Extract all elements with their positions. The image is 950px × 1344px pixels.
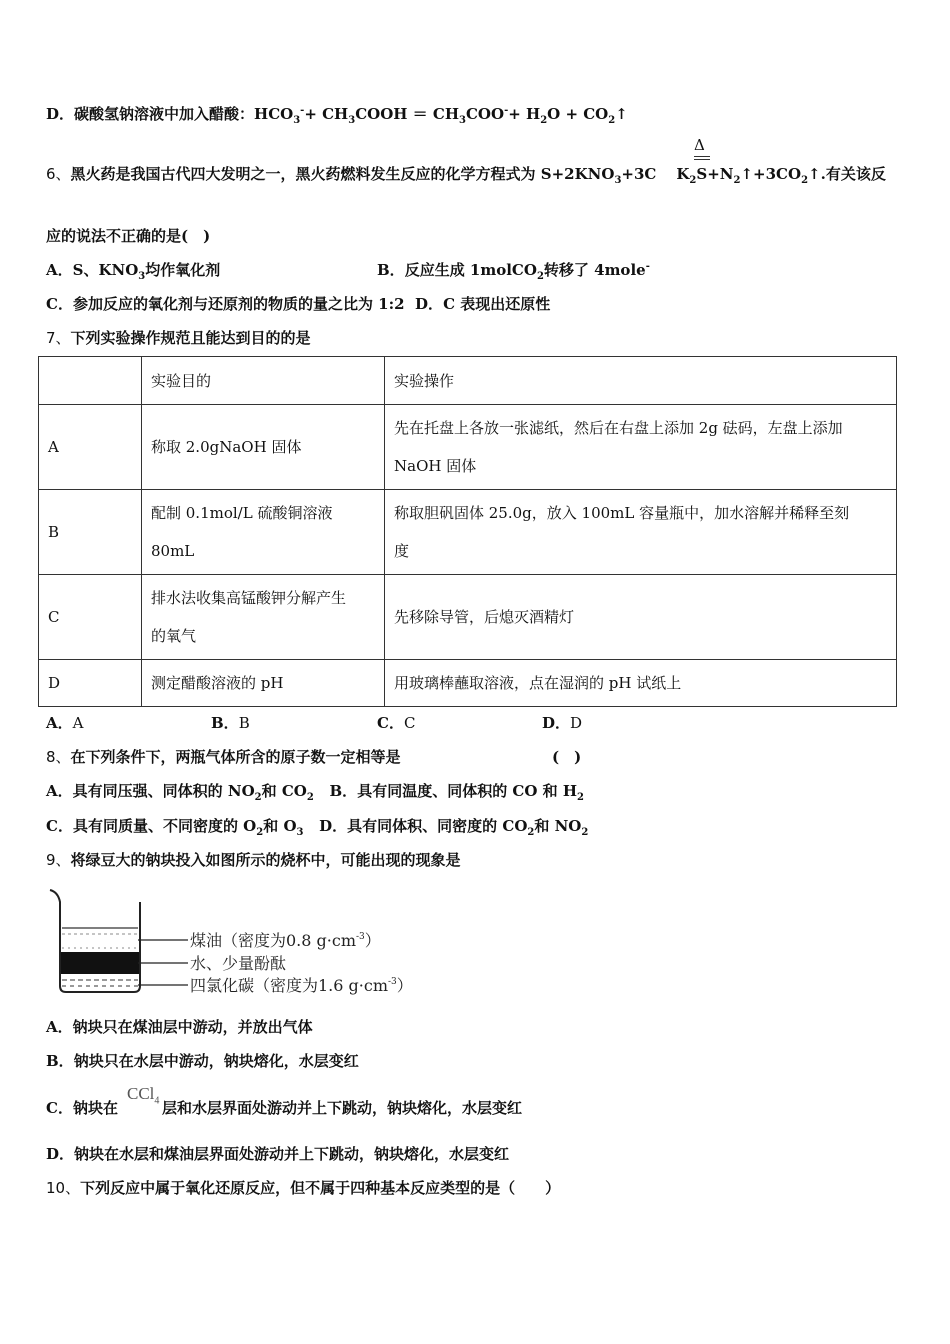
q9-option-c bbox=[46, 1097, 522, 1118]
cell-text: 测定醋酸溶液的 pH bbox=[151, 674, 284, 692]
option-label: C． bbox=[46, 1099, 73, 1117]
table-cell-op bbox=[385, 490, 897, 575]
table-cell-op bbox=[385, 575, 897, 660]
option-label: C． bbox=[377, 714, 404, 732]
option-text: 均作氧化剂 bbox=[145, 261, 221, 279]
question-number: 9、 bbox=[46, 851, 71, 869]
q7-option-d bbox=[542, 712, 582, 733]
q7-option-a bbox=[46, 712, 83, 733]
table-row bbox=[39, 660, 897, 707]
option-text: 层和水层界面处游动并上下跳动，钠块熔化，水层变红 bbox=[161, 1099, 522, 1117]
table-header-row bbox=[39, 357, 897, 405]
formula-part: + H bbox=[508, 105, 541, 123]
cell-text: 配制 0.1mol/L 硫酸铜溶液 bbox=[151, 504, 333, 522]
table-header-cell bbox=[39, 357, 142, 405]
option-text: 具有同质量、不同密度的 O bbox=[72, 817, 257, 835]
equals-sign-line bbox=[694, 159, 710, 160]
formula-part: S+N bbox=[696, 165, 734, 183]
option-label: B． bbox=[46, 1052, 74, 1070]
subscript: 3 bbox=[296, 827, 304, 838]
table-cell-goal bbox=[142, 405, 385, 490]
subscript: 2 bbox=[733, 175, 741, 186]
question-number: 6、 bbox=[46, 165, 71, 183]
subscript: 2 bbox=[577, 792, 585, 803]
option-text: 具有同体积、同密度的 CO bbox=[347, 817, 528, 835]
subscript: 2 bbox=[256, 827, 264, 838]
question-text: 黑火药是我国古代四大发明之一，黑火药燃料发生反应的化学方程式为 S+2KNO bbox=[70, 165, 615, 183]
formula-part: K bbox=[676, 165, 690, 183]
option-label: A． bbox=[46, 261, 73, 279]
option-label: A． bbox=[46, 782, 73, 800]
subscript: 3 bbox=[293, 115, 301, 126]
q9-stem bbox=[46, 849, 461, 870]
option-text: 钠块只在煤油层中游动，并放出气体 bbox=[72, 1018, 313, 1036]
option-text: 转移了 4mole bbox=[543, 261, 646, 279]
subscript: 2 bbox=[608, 115, 616, 126]
table-cell-goal bbox=[142, 490, 385, 575]
option-label: D． bbox=[542, 714, 571, 732]
table-cell-id: B bbox=[39, 490, 142, 575]
option-text: 具有同温度、同体积的 CO 和 H bbox=[357, 782, 578, 800]
formula-part: O + CO bbox=[547, 105, 609, 123]
subscript: 4 bbox=[154, 1095, 160, 1107]
cell-text: 度 bbox=[394, 542, 410, 560]
question-number: 8、 bbox=[46, 748, 71, 766]
option-label: B． bbox=[377, 261, 405, 279]
question-text: 将绿豆大的钠块投入如图所示的烧杯中，可能出现的现象是 bbox=[70, 851, 461, 869]
cell-text: 称取胆矾固体 25.0g，放入 100mL 容量瓶中，加水溶解并稀释至刻 bbox=[394, 504, 850, 522]
q8-stem bbox=[46, 746, 401, 767]
q8-answer-paren: ( ) bbox=[552, 748, 582, 766]
cell-text: 80mL bbox=[151, 542, 195, 560]
q6-stem-line2: 应的说法不正确的是( ) bbox=[46, 227, 211, 245]
option-text: 和 CO bbox=[261, 782, 307, 800]
table-cell-id: C bbox=[39, 575, 142, 660]
option-label: D． bbox=[415, 295, 444, 313]
label-kerosene: 煤油（密度为0.8 $g\cdot cm^{-3}$） bbox=[190, 931, 381, 950]
option-text: 钠块在 bbox=[72, 1099, 118, 1117]
table-header-cell: 实验操作 bbox=[385, 357, 897, 405]
superscript: - bbox=[300, 105, 305, 116]
cell-text: 称取 2.0gNaOH 固体 bbox=[151, 438, 302, 456]
question-number: 7、 bbox=[46, 329, 71, 347]
subscript: 2 bbox=[801, 175, 809, 186]
subscript: 2 bbox=[536, 271, 544, 282]
equals-sign-line bbox=[694, 156, 710, 157]
option-value: A bbox=[72, 714, 84, 732]
cell-text: 用玻璃棒蘸取溶液，点在湿润的 pH 试纸上 bbox=[394, 674, 682, 692]
option-label: A． bbox=[46, 714, 73, 732]
option-text: 参加反应的氧化剂与还原剂的物质的量之比为 1:2 bbox=[72, 295, 405, 313]
q5-option-d bbox=[46, 103, 628, 124]
question-text: 在下列条件下，两瓶气体所含的原子数一定相等是 bbox=[70, 748, 401, 766]
q6-option-a bbox=[46, 259, 220, 280]
formula-part: ↑+3CO bbox=[740, 165, 802, 183]
option-label: C． bbox=[46, 295, 73, 313]
subscript: 2 bbox=[254, 792, 262, 803]
label-water: 水、少量酚酞 bbox=[190, 954, 287, 973]
option-text: 钠块只在水层中游动，钠块熔化，水层变红 bbox=[73, 1052, 359, 1070]
option-text: 具有同压强、同体积的 NO bbox=[72, 782, 255, 800]
table-row bbox=[39, 405, 897, 490]
q6-option-c-d bbox=[46, 293, 550, 314]
cell-text: 先在托盘上各放一张滤纸，然后在右盘上添加 2g 砝码，左盘上添加 bbox=[394, 419, 843, 437]
option-text: C 表现出还原性 bbox=[443, 295, 551, 313]
water-layer bbox=[61, 952, 139, 974]
q10-stem bbox=[46, 1177, 560, 1198]
delta-condition bbox=[694, 136, 705, 154]
option-text: 和 NO bbox=[534, 817, 582, 835]
option-value: B bbox=[238, 714, 250, 732]
superscript: - bbox=[504, 105, 509, 116]
subscript: 2 bbox=[540, 115, 548, 126]
q9-option-a bbox=[46, 1016, 313, 1037]
q9-option-b bbox=[46, 1050, 359, 1071]
formula-part: ↑ bbox=[615, 105, 628, 123]
option-text: S、KNO bbox=[72, 261, 139, 279]
superscript: - bbox=[645, 261, 650, 272]
q8-option-a-b bbox=[46, 780, 584, 801]
option-label: B． bbox=[211, 714, 239, 732]
q6-stem bbox=[46, 163, 886, 184]
beaker-outline bbox=[50, 890, 140, 992]
q7-option-c bbox=[377, 712, 415, 733]
subscript: 3 bbox=[459, 115, 466, 126]
option-text: 钠块在水层和煤油层界面处游动并上下跳动，钠块熔化，水层变红 bbox=[74, 1145, 510, 1163]
option-value: C bbox=[403, 714, 416, 732]
q9-option-d bbox=[46, 1143, 509, 1164]
formula-part: +3C bbox=[621, 165, 657, 183]
subscript: 3 bbox=[138, 271, 146, 282]
formula-part: + CH bbox=[304, 105, 349, 123]
subscript: 2 bbox=[581, 827, 589, 838]
q7-option-b bbox=[211, 712, 250, 733]
q8-option-c-d bbox=[46, 815, 588, 836]
option-label: A． bbox=[46, 1018, 73, 1036]
cell-text: 的氧气 bbox=[151, 627, 197, 645]
formula-part: ↑.有关该反 bbox=[808, 165, 886, 183]
option-label: D． bbox=[319, 817, 348, 835]
table-cell-goal bbox=[142, 575, 385, 660]
question-text: 下列实验操作规范且能达到目的的是 bbox=[70, 329, 311, 347]
table-cell-op bbox=[385, 660, 897, 707]
label-ccl4: 四氯化碳（密度为1.6 $g\cdot cm^{-3}$） bbox=[190, 976, 413, 995]
table-row bbox=[39, 575, 897, 660]
subscript: 2 bbox=[306, 792, 314, 803]
table-cell-id: D bbox=[39, 660, 142, 707]
beaker-figure bbox=[48, 888, 448, 998]
option-text: 碳酸氢钠溶液中加入醋酸：HCO bbox=[74, 105, 294, 123]
question-number: 10、 bbox=[46, 1179, 81, 1197]
cell-text: 排水法收集高锰酸钾分解产生 bbox=[151, 589, 347, 607]
table-cell-op bbox=[385, 405, 897, 490]
option-text: 反应生成 1molCO bbox=[404, 261, 537, 279]
option-text: 和 O bbox=[263, 817, 297, 835]
cell-text: 先移除导管，后熄灭酒精灯 bbox=[394, 608, 575, 626]
q7-stem bbox=[46, 327, 311, 348]
table-cell-goal bbox=[142, 660, 385, 707]
table-cell-id: A bbox=[39, 405, 142, 490]
table-row bbox=[39, 490, 897, 575]
delta-symbol: Δ bbox=[694, 136, 705, 154]
q6-option-b bbox=[377, 259, 650, 280]
formula-part: COOH ＝ CH bbox=[355, 105, 460, 123]
subscript: 3 bbox=[348, 115, 356, 126]
question-text: 下列反应中属于氧化还原反应，但不属于四种基本反应类型的是（ ） bbox=[80, 1179, 561, 1197]
table-header-cell: 实验目的 bbox=[142, 357, 385, 405]
option-label: D． bbox=[46, 105, 75, 123]
cell-text: NaOH 固体 bbox=[394, 457, 477, 475]
subscript: 2 bbox=[527, 827, 535, 838]
option-label: D． bbox=[46, 1145, 75, 1163]
option-label: B． bbox=[329, 782, 358, 800]
option-value: D bbox=[570, 714, 583, 732]
formula-text: CCl bbox=[127, 1084, 155, 1103]
formula-part: COO bbox=[465, 105, 505, 123]
experiment-table bbox=[38, 356, 897, 707]
subscript: 3 bbox=[614, 175, 622, 186]
option-label: C． bbox=[46, 817, 73, 835]
subscript: 2 bbox=[689, 175, 697, 186]
